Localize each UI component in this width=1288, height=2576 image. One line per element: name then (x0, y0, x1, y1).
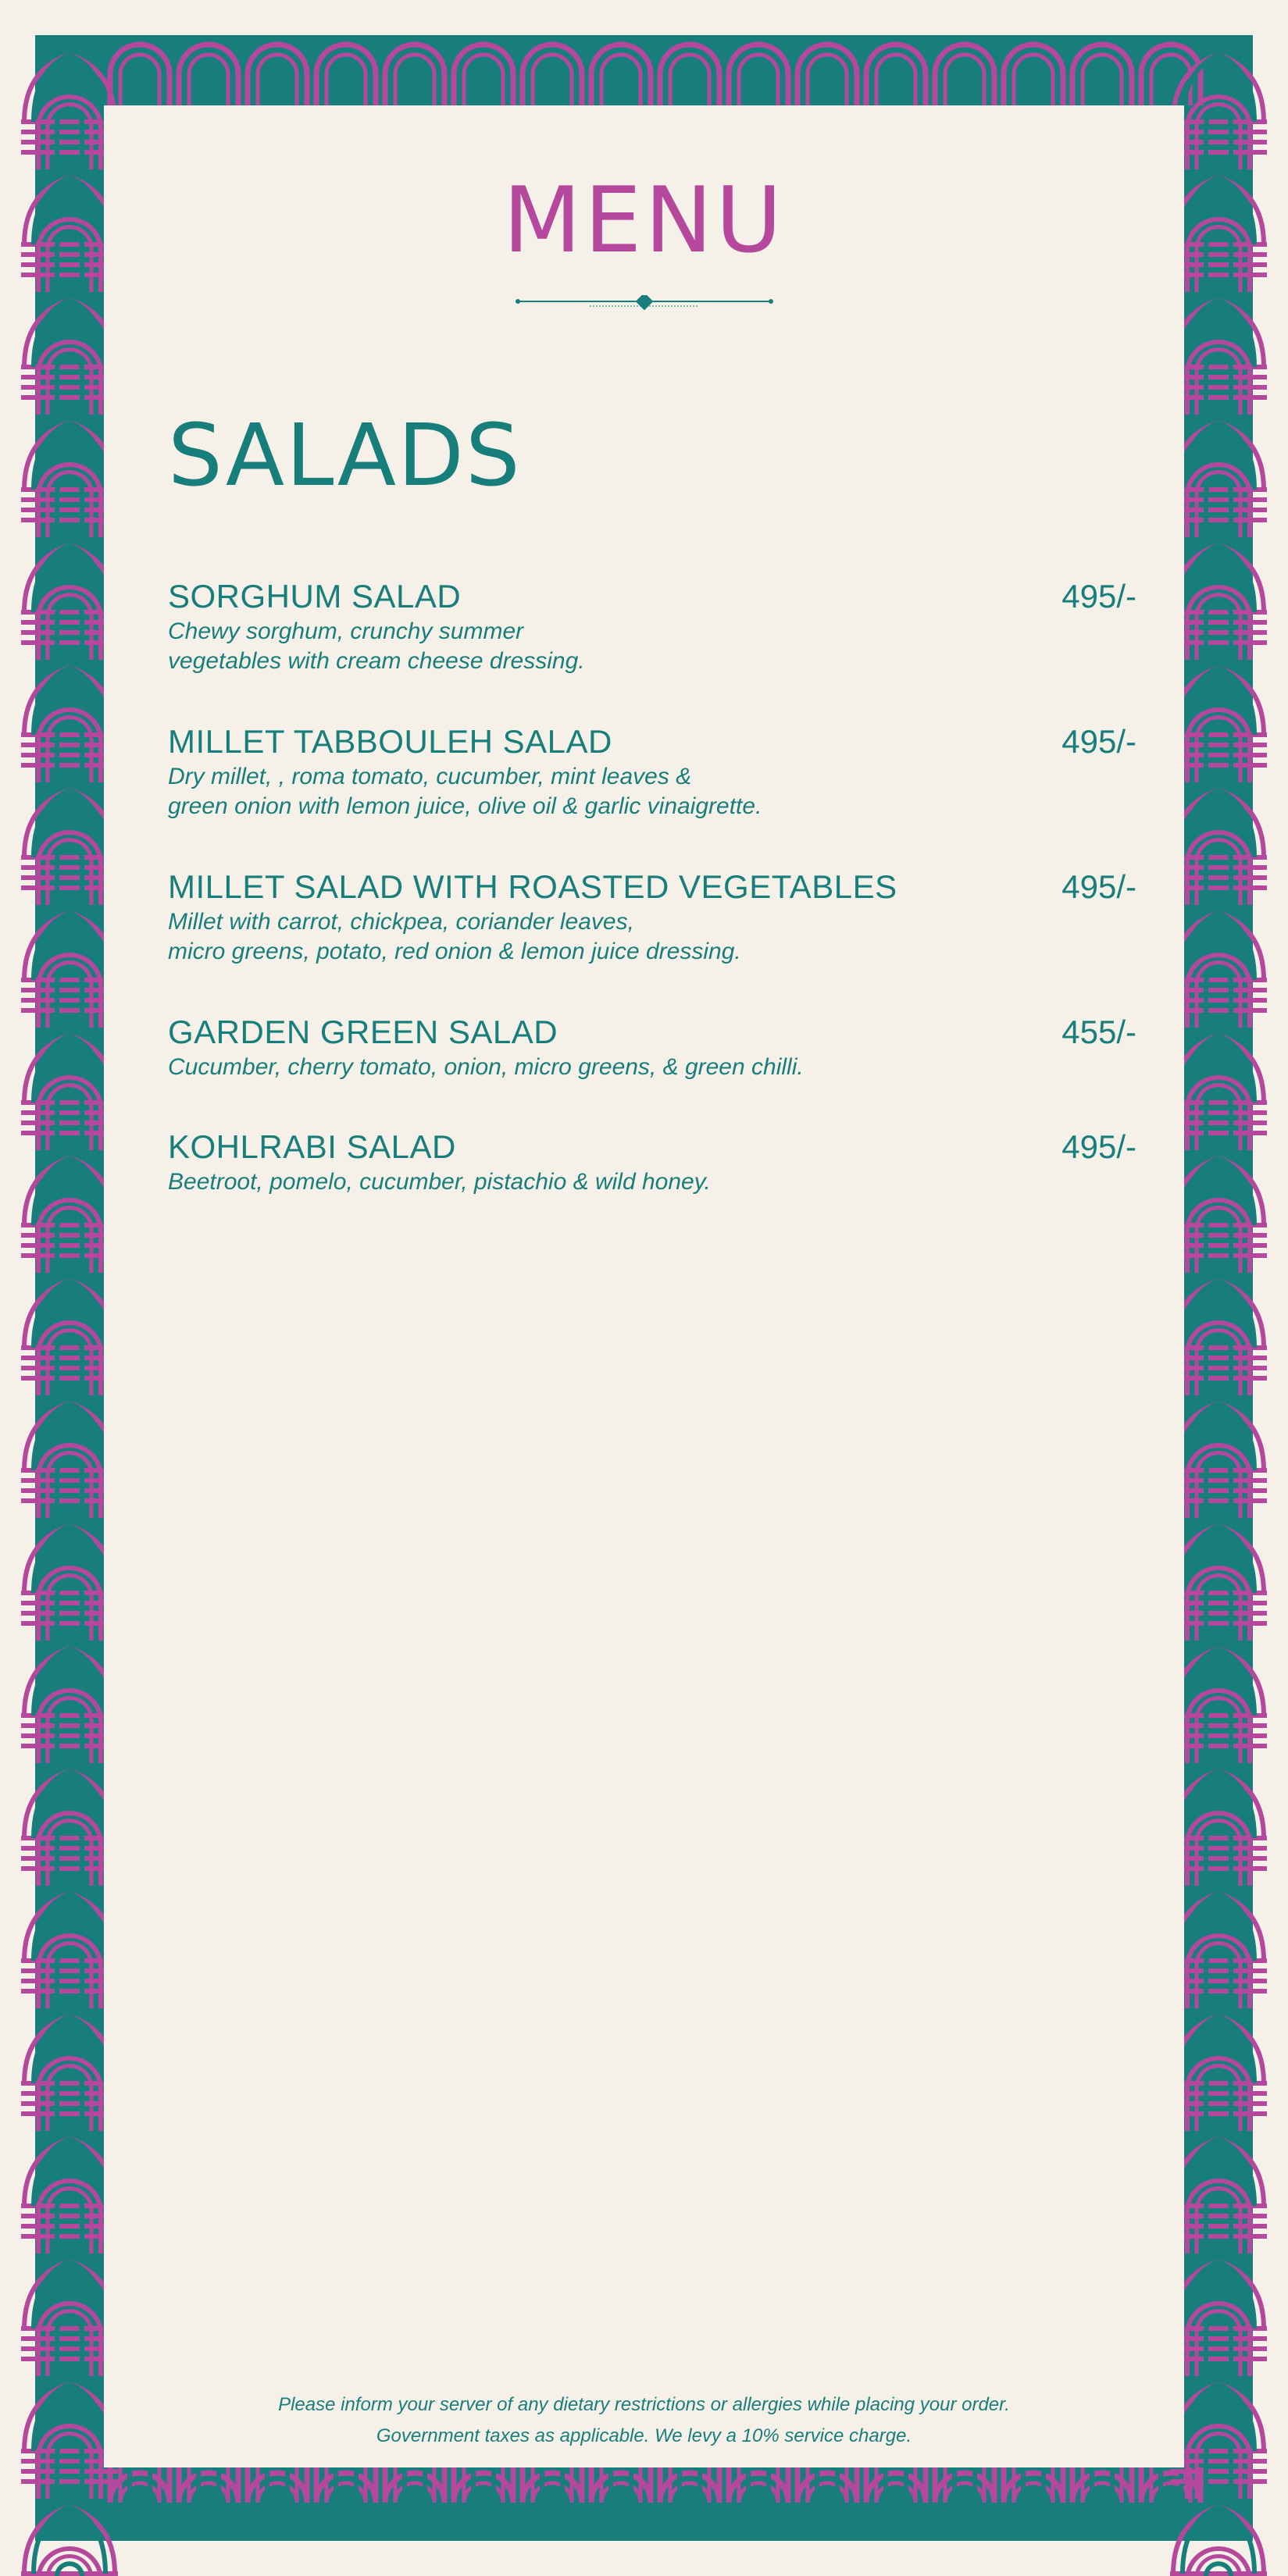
item-description-line: Cucumber, cherry tomato, onion, micro greens, & green chilli. (168, 1054, 804, 1080)
item-description-line: micro greens, potato, red onion & lemon juice dressing. (168, 939, 741, 964)
border-motif (748, 64, 769, 105)
border-motif (886, 64, 906, 105)
item-price: 495/- (1061, 1128, 1136, 1165)
border-motif (611, 64, 631, 105)
menu-item (168, 576, 1136, 676)
border-motif (130, 64, 150, 105)
border-motif (267, 64, 287, 105)
item-description (168, 1053, 1136, 1082)
border-motif (405, 64, 425, 105)
footer-allergy-note: Please inform your server of any dietary restrictions or allergies while placing your order. (278, 2394, 1010, 2415)
footer-tax-note: Government taxes as applicable. We levy a 10% service charge. (376, 2425, 912, 2446)
border-motif (1092, 64, 1112, 105)
menu-title: MENU (502, 168, 786, 273)
ornamental-divider (516, 295, 773, 311)
footer-note (0, 2389, 1288, 2452)
menu-item (168, 1012, 1136, 1082)
border-motif (680, 64, 700, 105)
border-motif (473, 64, 494, 105)
section-title-salads: SALADS (168, 405, 522, 505)
item-description (168, 762, 1136, 821)
item-name: KOHLRABI SALAD (168, 1128, 456, 1165)
item-description-line: Chewy sorghum, crunchy summer (168, 618, 524, 644)
item-description (168, 617, 1136, 676)
item-description-line: Dry millet, , roma tomato, cucumber, mint leaves & (168, 764, 692, 789)
border-motif (1023, 64, 1044, 105)
item-description (168, 1167, 1136, 1197)
item-description-line: Millet with carrot, chickpea, coriander leaves, (168, 909, 634, 935)
item-name: GARDEN GREEN SALAD (168, 1014, 558, 1050)
menu-item (168, 721, 1136, 821)
item-name: SORGHUM SALAD (168, 578, 462, 615)
item-price: 495/- (1061, 723, 1136, 760)
border-motif (198, 64, 219, 105)
border-motif (817, 64, 837, 105)
item-price: 495/- (1061, 868, 1136, 905)
border-motif (542, 64, 562, 105)
border-motif (336, 64, 356, 105)
menu-item (168, 1127, 1136, 1197)
item-price: 495/- (1061, 578, 1136, 615)
border-motif (954, 64, 975, 105)
item-price: 455/- (1061, 1014, 1136, 1050)
item-description (168, 907, 1136, 967)
menu-item (168, 867, 1136, 967)
item-description-line: Beetroot, pomelo, cucumber, pistachio & wild honey. (168, 1169, 711, 1195)
item-description-line: green onion with lemon juice, olive oil & garlic vinaigrette. (168, 793, 762, 819)
item-name: MILLET TABBOULEH SALAD (168, 723, 612, 760)
item-description-line: vegetables with cream cheese dressing. (168, 648, 585, 674)
item-name: MILLET SALAD WITH ROASTED VEGETABLES (168, 868, 897, 905)
